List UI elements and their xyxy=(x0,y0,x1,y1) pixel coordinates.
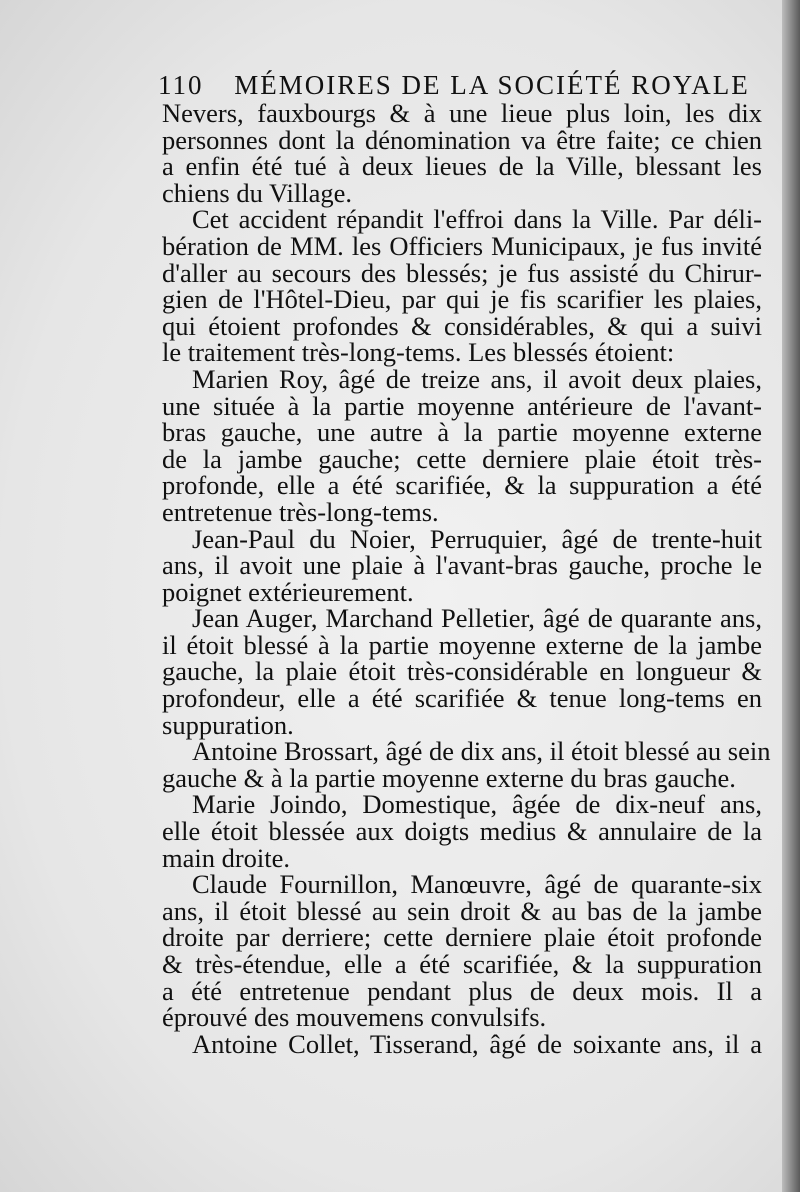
text-line: Marien Roy, âgé de treize ans, il avoit deux plaies, xyxy=(192,363,762,394)
text-line: Jean-Paul du Noier, Perruquier, âgé de trente-huit xyxy=(192,523,762,554)
text-line: Nevers, fauxbourgs & à une lieue plus loin, les dix xyxy=(162,98,762,128)
text-line: gien de l'Hôtel-Dieu, par qui je fis scarifier les plaies, xyxy=(162,284,762,315)
text-line: elle étoit blessée aux doigts medius & annulaire de la xyxy=(162,816,762,847)
running-title: MÉMOIRES DE LA SOCIÉTÉ ROYALE xyxy=(234,70,750,100)
page-gutter-shadow xyxy=(782,0,800,1192)
text-line: & très-étendue, elle a été scarifiée, & la suppuration xyxy=(162,949,762,979)
text-line: bras gauche, une autre à la partie moyenne externe xyxy=(162,417,762,448)
text-line: Marie Joindo, Domestique, âgée de dix-neuf ans, xyxy=(192,789,762,820)
text-line: Cet accident répandit l'effroi dans la Ville. Par déli- xyxy=(192,204,762,235)
text-line: a été entretenue pendant plus de deux mois. Il a xyxy=(162,975,762,1006)
text-line: profonde, elle a été scarifiée, & la suppuration a été xyxy=(162,470,762,501)
text-line: d'aller au secours des blessés; je fus assisté du Chirur- xyxy=(162,257,762,288)
text-line: de la jambe gauche; cette derniere plaie étoit très- xyxy=(162,443,762,474)
text-line: main droite. xyxy=(162,842,291,873)
text-line: éprouvé des mouvemens convulsifs. xyxy=(162,1002,547,1033)
text-line: droite par derriere; cette derniere plaie étoit profonde xyxy=(162,922,762,953)
text-line: profondeur, elle a été scarifiée & tenue long-tems en xyxy=(162,683,762,714)
text-line: le traitement très-long-tems. Les blessés étoient: xyxy=(162,337,675,368)
body-text xyxy=(162,98,771,1059)
text-line: entretenue très-long-tems. xyxy=(162,496,439,527)
text-line: suppuration. xyxy=(162,709,294,740)
text-line: Antoine Collet, Tisserand, âgé de soixante ans, il a xyxy=(192,1028,762,1059)
running-header xyxy=(158,70,770,101)
page-number: 110 xyxy=(158,70,204,100)
text-line: Claude Fournillon, Manœuvre, âgé de quarante-six xyxy=(192,869,762,900)
text-line: chiens du Village. xyxy=(162,177,353,208)
text-line: poignet extérieurement. xyxy=(162,576,414,607)
text-line: gauche & à la partie moyenne externe du bras gauche. xyxy=(162,762,736,793)
text-line: qui étoient profondes & considérables, & qui a suivi xyxy=(162,310,762,341)
text-line: Jean Auger, Marchand Pelletier, âgé de quarante ans, xyxy=(192,603,762,634)
text-line: bération de MM. les Officiers Municipaux, je fus invité xyxy=(162,230,762,261)
text-line: une située à la partie moyenne antérieure de l'avant- xyxy=(162,390,762,421)
text-line: il étoit blessé à la partie moyenne externe de la jambe xyxy=(162,629,762,660)
text-line: Antoine Brossart, âgé de dix ans, il étoit blessé au sein xyxy=(192,736,771,767)
text-line: personnes dont la dénomination va être faite; ce chien xyxy=(162,124,762,155)
text-line: ans, il avoit une plaie à l'avant-bras gauche, proche le xyxy=(162,550,762,581)
text-line: ans, il étoit blessé au sein droit & au bas de la jambe xyxy=(162,895,762,926)
text-line: a enfin été tué à deux lieues de la Ville, blessant les xyxy=(162,151,762,182)
text-line: gauche, la plaie étoit très-considérable en longueur & xyxy=(162,656,762,687)
